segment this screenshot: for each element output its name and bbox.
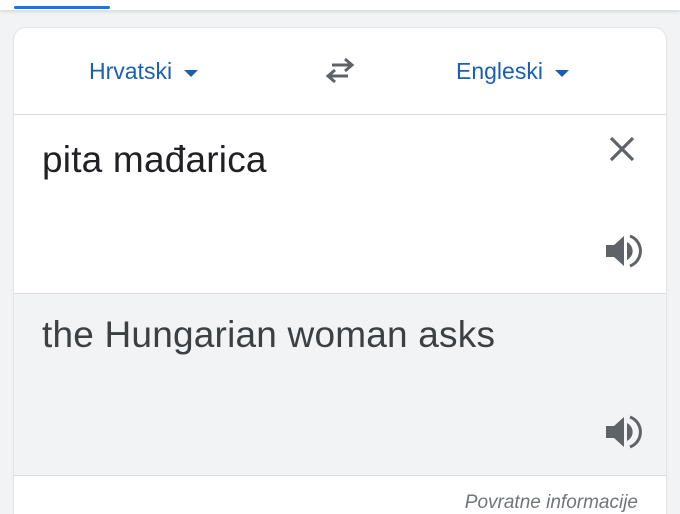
- language-bar: [14, 28, 666, 115]
- tab-strip: [0, 0, 680, 10]
- swap-horizontal-icon: [320, 54, 360, 88]
- translation-text: the Hungarian woman asks: [42, 314, 496, 355]
- translation-area: [14, 294, 666, 476]
- source-language-label: Hrvatski: [89, 58, 173, 84]
- volume-icon: [603, 414, 643, 450]
- card-footer: [14, 476, 666, 514]
- feedback-link[interactable]: Povratne informacije: [464, 492, 638, 513]
- clear-source-button[interactable]: [604, 131, 640, 167]
- target-language-label: Engleski: [456, 58, 543, 84]
- translator-card: [14, 28, 666, 514]
- listen-translation-button[interactable]: [603, 414, 643, 450]
- close-icon: [604, 131, 640, 167]
- caret-down-icon: [184, 70, 198, 77]
- listen-source-button[interactable]: [603, 233, 643, 269]
- volume-icon: [603, 233, 643, 269]
- swap-languages-button[interactable]: [320, 54, 360, 88]
- caret-down-icon: [555, 70, 569, 77]
- active-tab-indicator: [14, 6, 110, 9]
- source-text[interactable]: pita mađarica: [42, 139, 267, 180]
- source-text-area[interactable]: [14, 115, 666, 294]
- source-language-selector[interactable]: [89, 58, 198, 85]
- target-language-selector[interactable]: [456, 58, 569, 85]
